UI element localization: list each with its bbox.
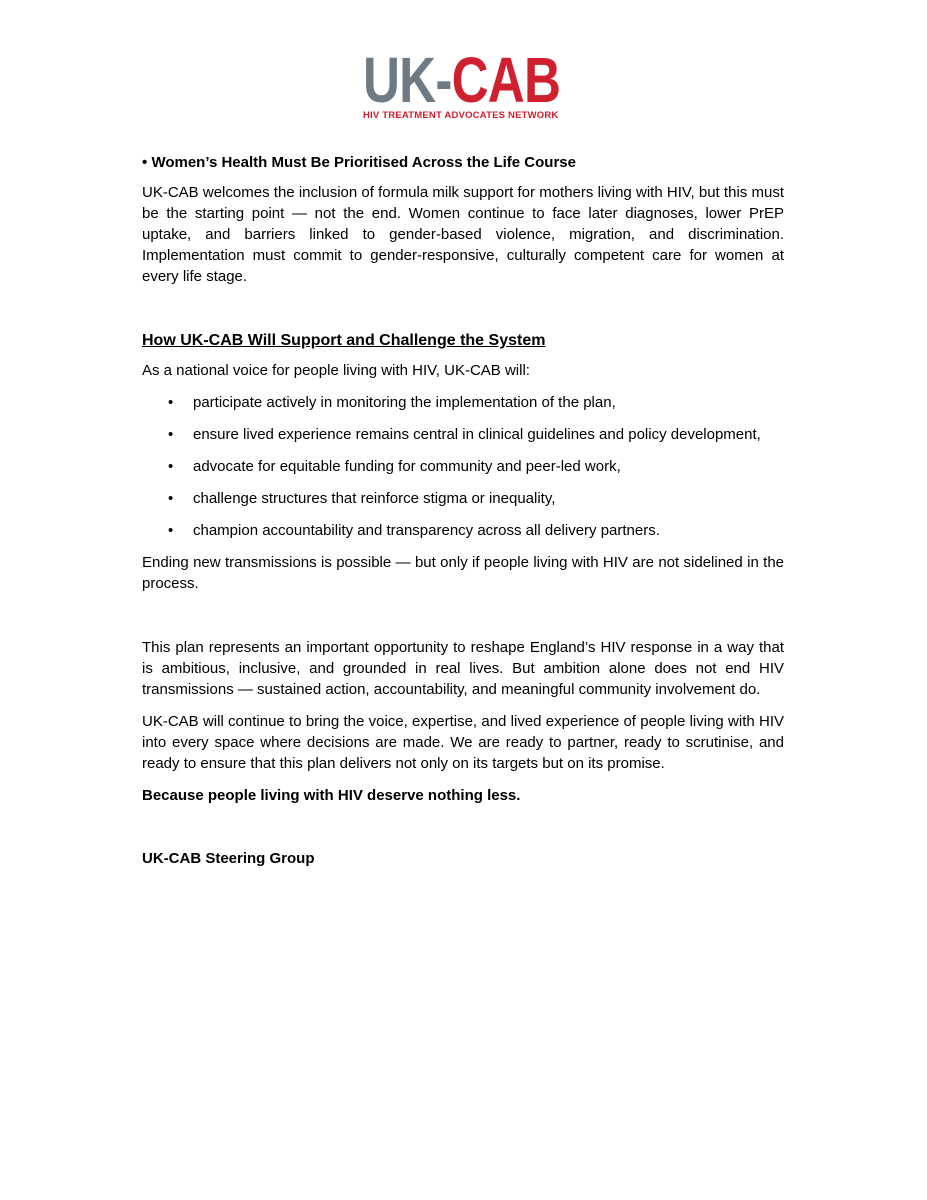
list-item-text: participate actively in monitoring the implementation of the plan, [193, 394, 616, 411]
list-item [142, 456, 784, 477]
list-item [142, 424, 784, 445]
list-item-text: advocate for equitable funding for community and peer-led work, [193, 458, 621, 475]
conclusion-paragraph-1: This plan represents an important opportunity to reshape England’s HIV response in a way that is ambitious, inclusive, and grounded in real lives. But ambition alone does not end HIV transmissions — sustained action, accountability, and meaningful community involvement do. [142, 639, 784, 698]
womens-health-paragraph: UK-CAB welcomes the inclusion of formula milk support for mothers living with HIV, but this must be the starting point — not the end. Women continue to face later diagnoses, lower PrEP uptake, and barriers linked to gender-based violence, migration, and discrimination. Implementation must commit to gender-responsive, culturally competent care for women at every life stage. [142, 184, 784, 285]
list-item [142, 488, 784, 509]
logo-subtitle: HIV TREATMENT ADVOCATES NETWORK [363, 110, 559, 121]
support-section-title: How UK-CAB Will Support and Challenge the System [142, 332, 546, 349]
support-list [142, 392, 784, 541]
bullet-dot: • [168, 426, 174, 443]
bullet-dot: • [168, 458, 174, 475]
heading-bullet: • [142, 154, 148, 171]
conclusion-paragraph-2: UK-CAB will continue to bring the voice, expertise, and lived experience of people living with HIV into every space where decisions are made. We are ready to partner, ready to scrutinise, and ready to ensure that this plan delivers not only on its targets but on its promise. [142, 713, 784, 772]
list-item-text: champion accountability and transparency across all delivery partners. [193, 522, 660, 539]
tagline: Because people living with HIV deserve nothing less. [142, 787, 521, 804]
support-closing: Ending new transmissions is possible — but only if people living with HIV are not sidelined in the process. [142, 554, 784, 592]
logo-uk: UK- [363, 44, 452, 116]
list-item-text: challenge structures that reinforce stigma or inequality, [193, 490, 556, 507]
list-item [142, 520, 784, 541]
list-item [142, 392, 784, 413]
bullet-dot: • [168, 394, 174, 411]
bullet-dot: • [168, 490, 174, 507]
list-item-text: ensure lived experience remains central in clinical guidelines and policy development, [193, 426, 761, 443]
spacer [142, 605, 784, 637]
support-intro: As a national voice for people living with HIV, UK-CAB will: [142, 362, 530, 379]
bullet-dot: • [168, 522, 174, 539]
document-body [142, 152, 784, 869]
womens-health-heading [142, 152, 784, 173]
uk-cab-logo [363, 44, 573, 121]
logo-cab: CAB [451, 44, 561, 116]
heading-text: Women’s Health Must Be Prioritised Across the Life Course [151, 154, 576, 171]
signoff: UK-CAB Steering Group [142, 850, 315, 867]
